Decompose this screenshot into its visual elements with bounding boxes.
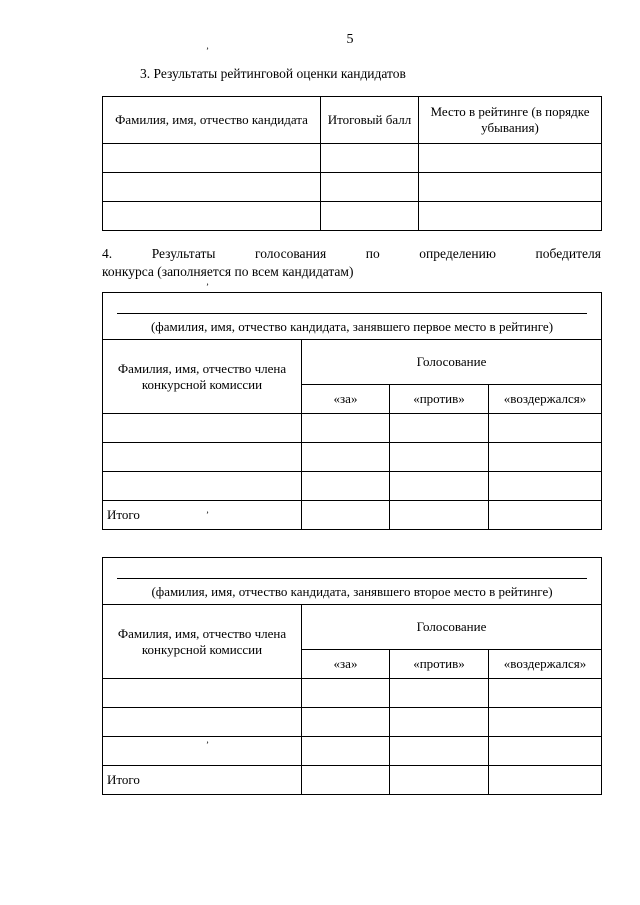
cell[interactable] <box>419 202 602 231</box>
scan-speck: ʼ <box>206 282 209 292</box>
total-label: Итого <box>103 501 302 530</box>
table-row <box>103 472 602 501</box>
cell[interactable] <box>489 501 602 530</box>
header-member-name: Фамилия, имя, отчество члена конкурсной комиссии <box>103 605 302 679</box>
cell[interactable] <box>103 202 321 231</box>
cell[interactable] <box>103 737 302 766</box>
cell[interactable] <box>489 472 602 501</box>
heading-word: победителя <box>535 246 601 261</box>
cell[interactable] <box>302 443 390 472</box>
table-row <box>103 737 602 766</box>
vote-abstain: «воздержался» <box>489 650 602 679</box>
cell[interactable] <box>302 737 390 766</box>
cell[interactable] <box>489 708 602 737</box>
cell[interactable] <box>321 144 419 173</box>
cell[interactable] <box>103 443 302 472</box>
table-row <box>103 679 602 708</box>
cell[interactable] <box>390 443 489 472</box>
cell[interactable] <box>103 708 302 737</box>
cell[interactable] <box>302 414 390 443</box>
cell[interactable] <box>489 443 602 472</box>
cell[interactable] <box>103 679 302 708</box>
cell[interactable] <box>390 472 489 501</box>
cell[interactable] <box>489 679 602 708</box>
cell[interactable] <box>302 708 390 737</box>
cell[interactable] <box>390 679 489 708</box>
section-4-heading <box>102 246 601 262</box>
page-number: 5 <box>346 32 354 47</box>
heading-word: по <box>365 246 380 261</box>
vote-table-first-place <box>102 292 602 530</box>
candidate-caption: (фамилия, имя, отчество кандидата, занявшего первое место в рейтинге) <box>150 319 554 334</box>
table-row <box>103 202 602 231</box>
cell[interactable] <box>321 173 419 202</box>
cell[interactable] <box>321 202 419 231</box>
total-label: Итого <box>103 766 302 795</box>
table-row <box>103 443 602 472</box>
table-row <box>103 414 602 443</box>
header-voting: Голосование <box>302 605 602 650</box>
table-row <box>103 708 602 737</box>
section-3-heading: 3. Результаты рейтинговой оценки кандидатов <box>140 66 406 81</box>
candidate-name-field[interactable] <box>103 293 602 340</box>
header-rating-place: Место в рейтинге (в порядке убывания) <box>419 97 602 144</box>
heading-word: 4. <box>102 246 113 261</box>
vote-table-second-place <box>102 557 602 795</box>
cell[interactable] <box>419 173 602 202</box>
cell[interactable] <box>390 766 489 795</box>
cell[interactable] <box>103 414 302 443</box>
name-underline <box>117 313 587 314</box>
vote-for: «за» <box>302 385 390 414</box>
cell[interactable] <box>103 173 321 202</box>
cell[interactable] <box>390 414 489 443</box>
table-row <box>103 173 602 202</box>
candidate-name-field[interactable] <box>103 558 602 605</box>
heading-word: голосования <box>255 246 327 261</box>
cell[interactable] <box>302 766 390 795</box>
section-4-heading-continued: конкурса (заполняется по всем кандидатам) <box>102 264 354 279</box>
cell[interactable] <box>103 144 321 173</box>
cell[interactable] <box>419 144 602 173</box>
scan-speck: ʼ <box>206 46 209 56</box>
cell[interactable] <box>390 708 489 737</box>
cell[interactable] <box>489 737 602 766</box>
vote-against: «против» <box>390 650 489 679</box>
vote-for: «за» <box>302 650 390 679</box>
header-voting: Голосование <box>302 340 602 385</box>
cell[interactable] <box>390 501 489 530</box>
vote-abstain: «воздержался» <box>489 385 602 414</box>
cell[interactable] <box>103 472 302 501</box>
table-row <box>103 144 602 173</box>
cell[interactable] <box>489 766 602 795</box>
scan-speck: ʼ <box>206 740 209 750</box>
cell[interactable] <box>302 501 390 530</box>
header-member-name: Фамилия, имя, отчество члена конкурсной комиссии <box>103 340 302 414</box>
cell[interactable] <box>302 679 390 708</box>
heading-word: определению <box>419 246 496 261</box>
heading-word: Результаты <box>151 246 216 261</box>
candidate-caption: (фамилия, имя, отчество кандидата, занявшего второе место в рейтинге) <box>151 584 553 599</box>
rating-table <box>102 96 602 231</box>
cell[interactable] <box>302 472 390 501</box>
name-underline <box>117 578 587 579</box>
header-candidate-name: Фамилия, имя, отчество кандидата <box>103 97 321 144</box>
scan-speck: ʼ <box>206 510 209 520</box>
cell[interactable] <box>390 737 489 766</box>
cell[interactable] <box>489 414 602 443</box>
header-final-score: Итоговый балл <box>321 97 419 144</box>
total-row <box>103 766 602 795</box>
vote-against: «против» <box>390 385 489 414</box>
total-row <box>103 501 602 530</box>
